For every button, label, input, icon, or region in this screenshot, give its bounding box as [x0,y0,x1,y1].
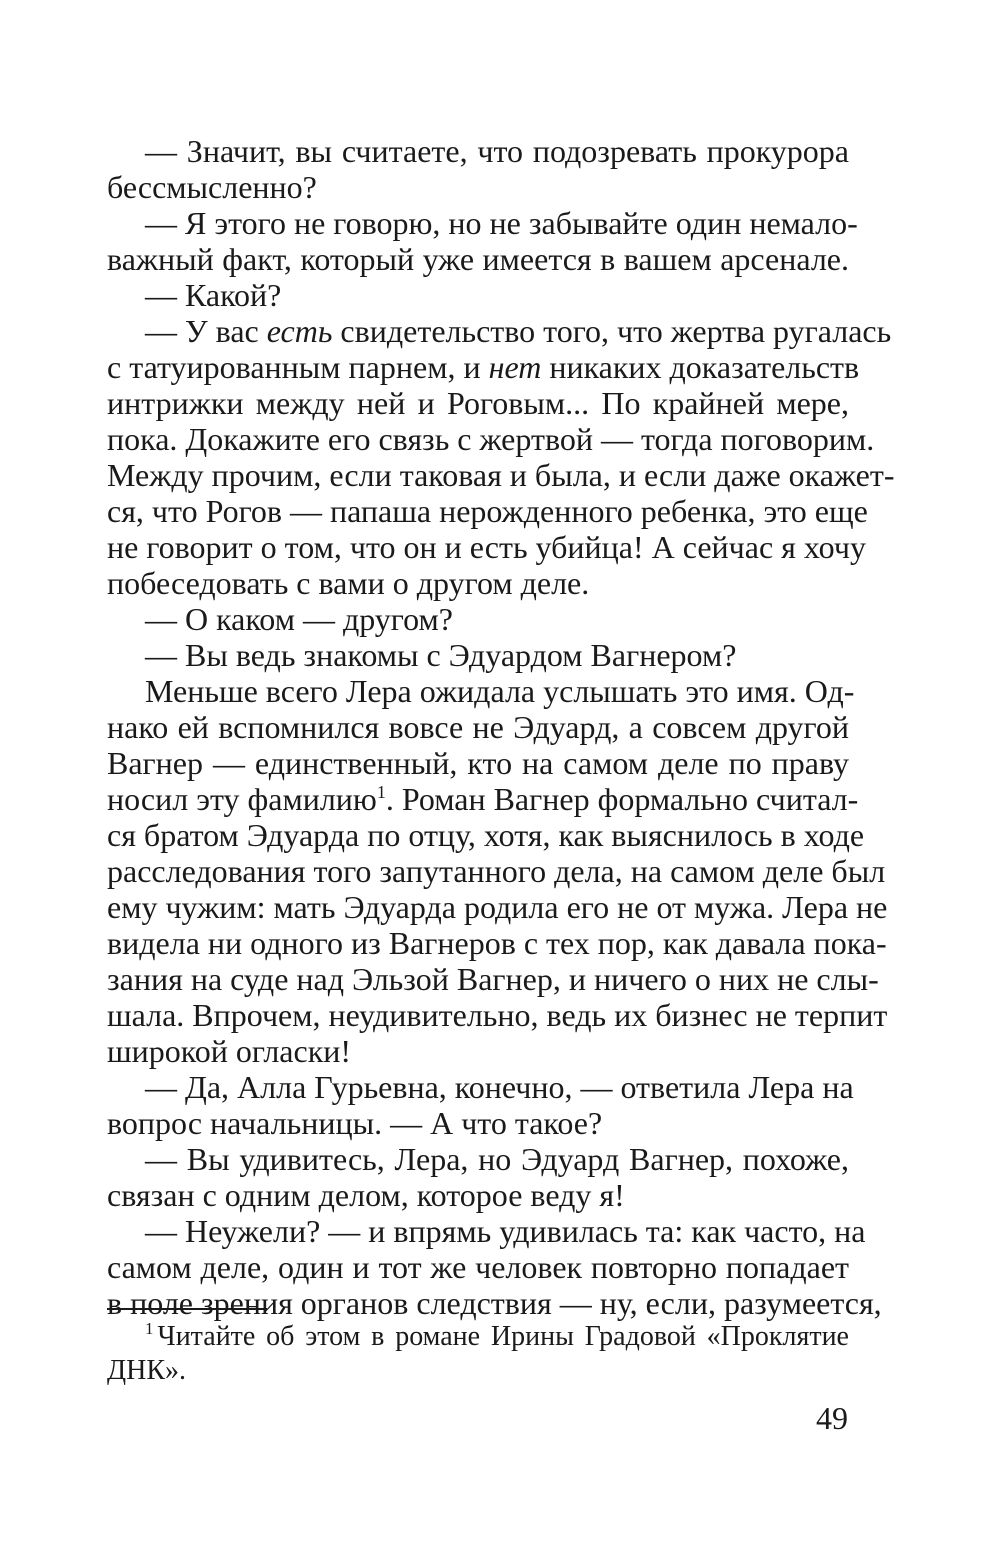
text-run: . Роман Вагнер формально считал- [385,781,859,817]
footnote-divider [107,1308,267,1310]
text-run: — У вас [145,313,267,349]
text-line: Меньше всего Лера ожидала услышать это имя. Од- [145,673,855,709]
text-line [107,349,860,385]
text-run: никаких доказательств [541,349,860,385]
text-line: зания на суде над Эльзой Вагнер, и ничего о них не слы- [107,961,879,997]
text-line: видела ни одного из Вагнеров с тех пор, как давала пока- [107,925,887,961]
text-line: Вагнер — единственный, кто на самом деле по праву [107,745,849,781]
footnote [107,1320,849,1388]
text-line: — Да, Алла Гурьевна, конечно, — ответила Лера на [145,1069,854,1105]
emphasis-word: есть [266,313,333,349]
footnote-reference[interactable]: 1 [376,782,386,802]
text-line: интрижки между ней и Роговым... По крайней мере, [107,385,849,421]
text-line: пока. Докажите его связь с жертвой — тогда поговорим. [107,421,875,457]
text-line: — Неужели? — и впрямь удивилась та: как часто, на [145,1213,866,1249]
text-line: широкой огласки! [107,1033,352,1069]
text-run: носил эту фамилию [107,781,377,817]
text-line: нако ей вспомнился вовсе не Эдуард, а совсем другой [107,709,849,745]
text-line: шала. Впрочем, неудивительно, ведь их бизнес не терпит [107,997,888,1033]
text-line: — Вы ведь знакомы с Эдуардом Вагнером? [145,637,737,673]
text-line: ся, что Рогов — папаша нерожденного ребенка, это еще [107,493,868,529]
text-line: — Я этого не говорю, но не забывайте один немало- [145,205,858,241]
text-line: важный факт, который уже имеется в вашем арсенале. [107,241,849,277]
text-run: с татуированным парнем, и [107,349,489,385]
text-line: связан с одним делом, которое веду я! [107,1177,625,1213]
text-line: самом деле, один и тот же человек повторно попадает [107,1249,849,1285]
text-line [107,313,892,349]
text-line: — Какой? [145,277,282,313]
text-line: ся братом Эдуарда по отцу, хотя, как выяснилось в ходе [107,817,865,853]
text-line [107,781,859,817]
text-line: вопрос начальницы. — А что такое? [107,1105,603,1141]
text-line: бессмысленно? [107,169,317,205]
footnote-mark: 1 [145,1319,154,1338]
text-line: — О каком — другом? [145,601,453,637]
text-line: побеседовать с вами о другом деле. [107,565,590,601]
footnote-line: ДНК». [107,1355,186,1386]
text-line: — Значит, вы считаете, что подозревать прокурора [145,133,849,169]
page-number: 49 [816,1400,848,1436]
text-line: ему чужим: мать Эдуарда родила его не от мужа. Лера не [107,889,888,925]
text-line: расследования того запутанного дела, на самом деле был [107,853,886,889]
emphasis-word: нет [488,349,542,385]
footnote-line [107,1320,849,1354]
text-line: Между прочим, если таковая и была, и если даже окажет- [107,457,895,493]
footnote-text: Читайте об этом в романе Ирины Градовой «Проклятие [157,1321,849,1352]
text-line: — Вы удивитесь, Лера, но Эдуард Вагнер, похоже, [145,1141,849,1177]
text-line: в поле зрения органов следствия — ну, если, разумеется, [107,1285,882,1321]
body-text [107,133,895,1321]
text-run: свидетельство того, что жертва ругалась [332,313,892,349]
text-line: не говорит о том, что он и есть убийца! А сейчас я хочу [107,529,866,565]
